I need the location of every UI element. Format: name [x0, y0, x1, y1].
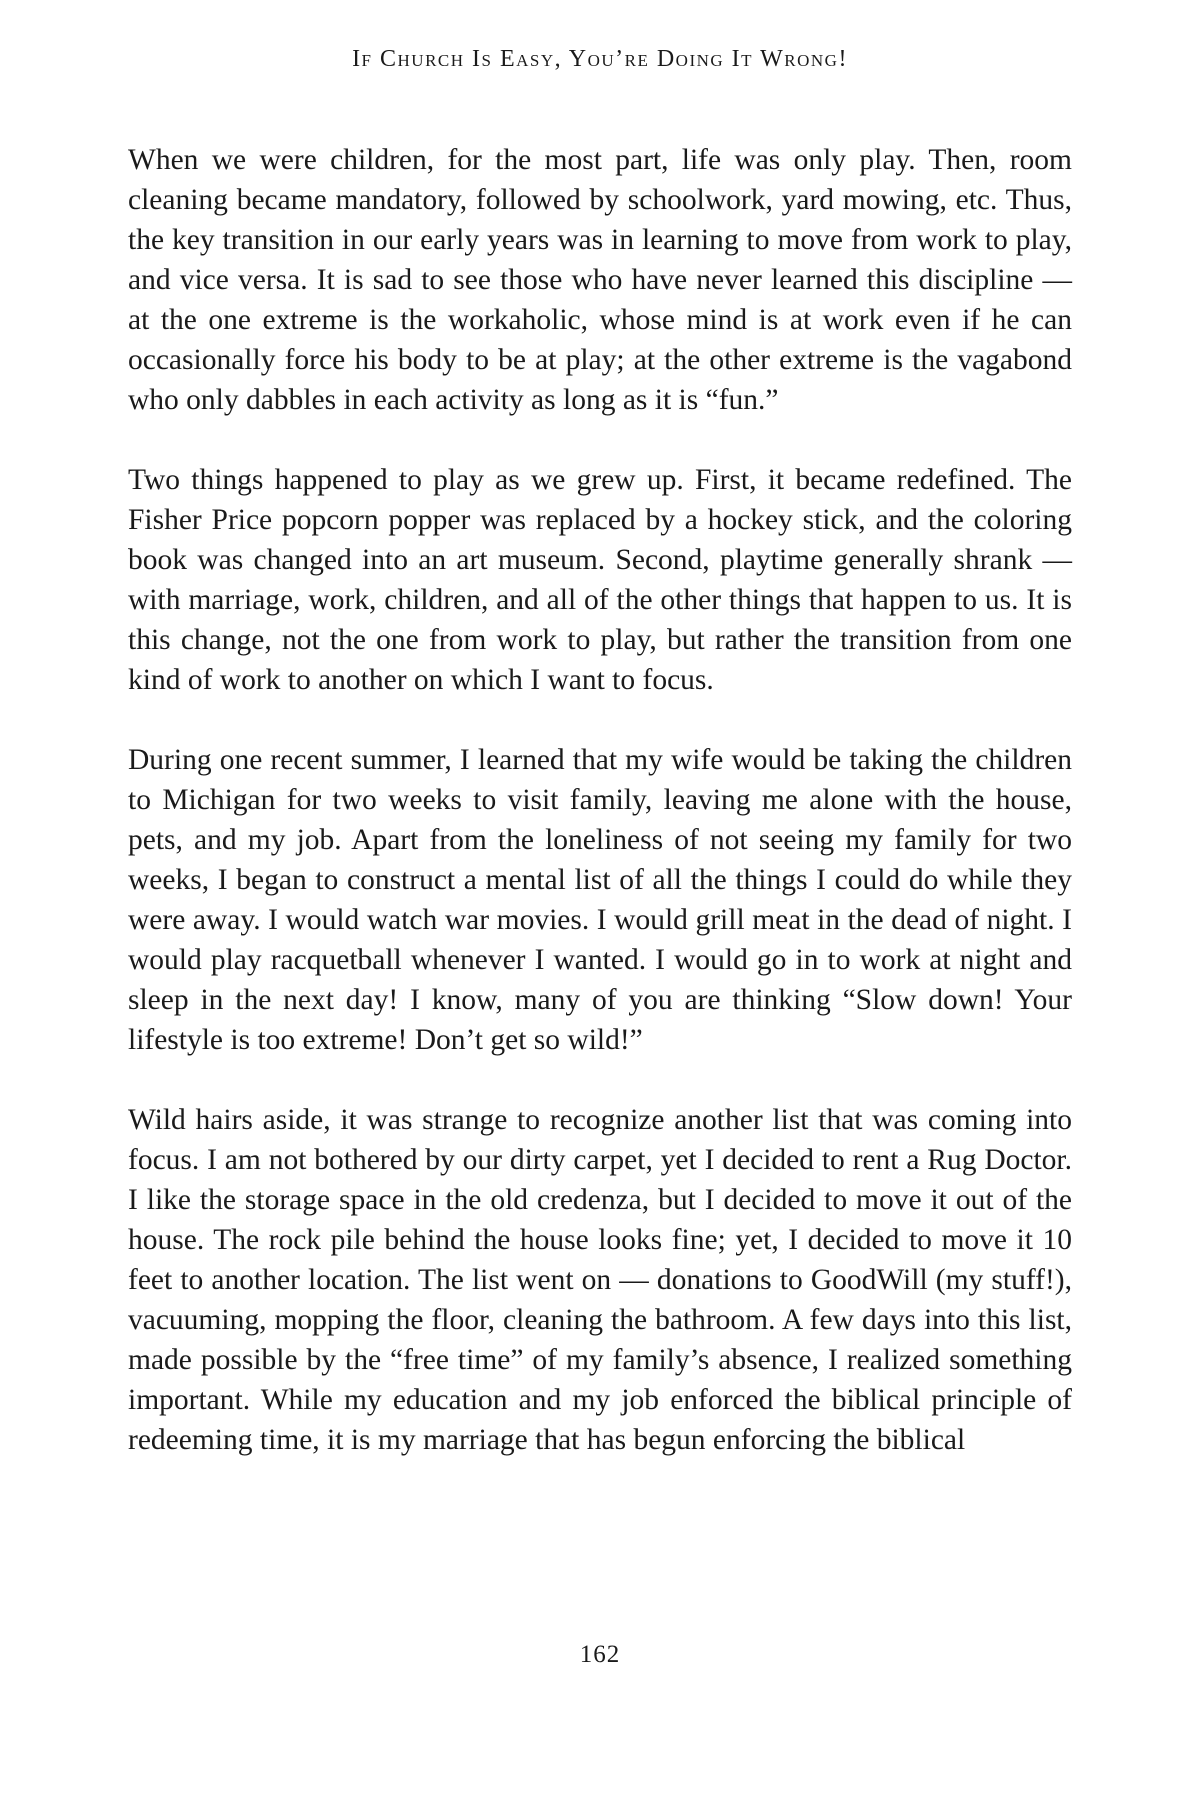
- running-head: If Church Is Easy, You’re Doing It Wrong!: [352, 46, 848, 72]
- paragraph-1: When we were children, for the most part, life was only play. Then, room cleaning became mandatory, followed by schoolwork, yard mowing, etc. Thus, the key transition in our early years was in learning to move from work to play, and vice versa. It is sad to see those who have never learned this discipline — at the one extreme is the workaholic, whose mind is at work even if he can occasionally force his body to be at play; at the other extreme is the vagabond who only dabbles in each activity as long as it is “fun.”: [128, 144, 1072, 416]
- paragraph-4: Wild hairs aside, it was strange to recognize another list that was coming into focus. I am not bothered by our dirty carpet, yet I decided to rent a Rug Doctor. I like the storage space in the old credenza, but I decided to move it out of the house. The rock pile behind the house looks fine; yet, I decided to move it 10 feet to another location. The list went on — donations to GoodWill (my stuff!), vacuuming, mopping the floor, cleaning the bathroom. A few days into this list, made possible by the “free time” of my family’s absence, I realized something important. While my education and my job enforced the biblical principle of redeeming time, it is my marriage that has begun enforcing the biblical: [128, 1104, 1072, 1456]
- body-text: [128, 140, 1072, 1500]
- page-number: 162: [579, 1641, 621, 1668]
- paragraph-2: Two things happened to play as we grew up. First, it became redefined. The Fisher Price popcorn popper was replaced by a hockey stick, and the coloring book was changed into an art museum. Second, playtime generally shrank — with marriage, work, children, and all of the other things that happen to us. It is this change, not the one from work to play, but rather the transition from one kind of work to another on which I want to focus.: [128, 464, 1072, 696]
- paragraph-3: During one recent summer, I learned that my wife would be taking the children to Michigan for two weeks to visit family, leaving me alone with the house, pets, and my job. Apart from the loneliness of not seeing my family for two weeks, I began to construct a mental list of all the things I could do while they were away. I would watch war movies. I would grill meat in the dead of night. I would play racquetball whenever I wanted. I would go in to work at night and sleep in the next day! I know, many of you are thinking “Slow down! Your lifestyle is too extreme! Don’t get so wild!”: [128, 744, 1072, 1056]
